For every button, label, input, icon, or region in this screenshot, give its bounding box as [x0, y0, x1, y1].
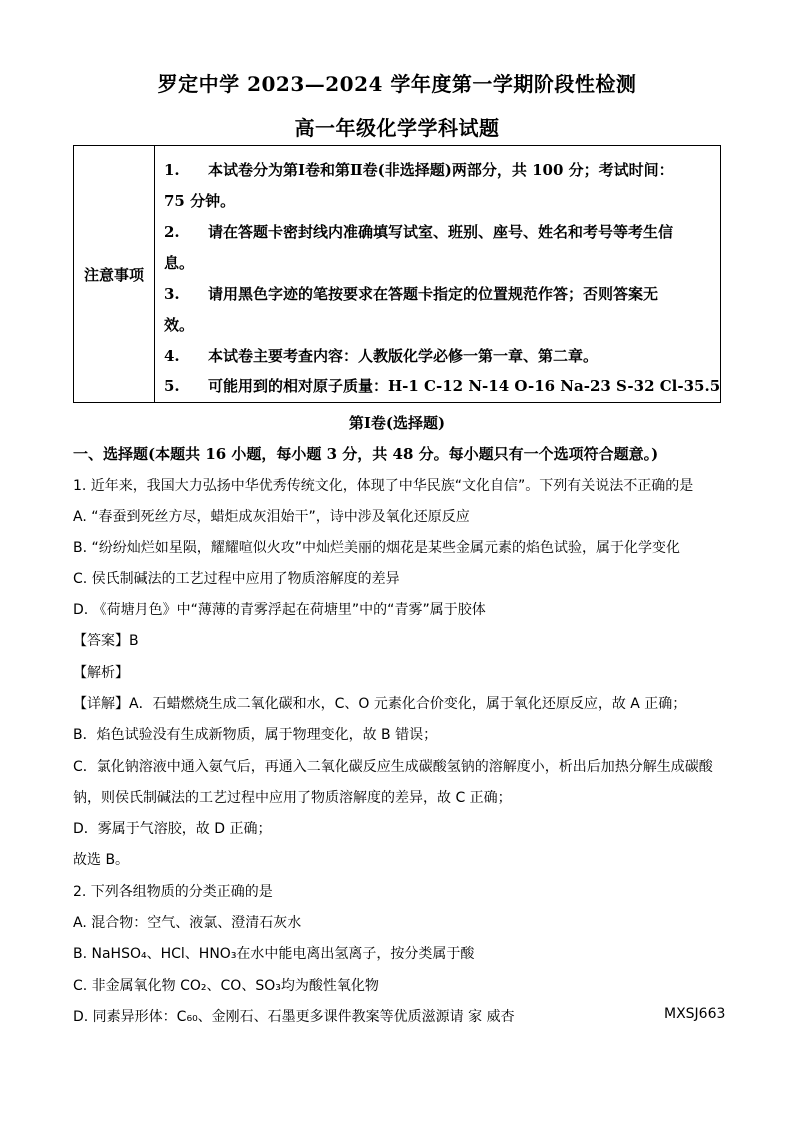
question-1-option-c: C. 侯氏制碱法的工艺过程中应用了物质溶解度的差异 — [73, 571, 400, 587]
question-2-option-c: C. 非金属氧化物 CO₂、CO、SO₃均为酸性氧化物 — [73, 978, 379, 994]
notice-line: 4. 本试卷主要考查内容：人教版化学必修一第一章、第二章。 — [164, 347, 599, 365]
notice-line: 75 分钟。 — [164, 192, 236, 210]
exam-subtitle: 高一年级化学学科试题 — [294, 116, 500, 140]
notice-line: 3. 请用黑色字迹的笔按要求在答题卡指定的位置规范作答；否则答案无 — [164, 285, 659, 303]
question-1-option-a: A. “春蚕到死丝方尽，蜡炬成灰泪始干”，诗中涉及氧化还原反应 — [73, 509, 470, 525]
notice-line: 息。 — [164, 254, 195, 272]
question-1-detail: C．氯化钠溶液中通入氨气后，再通入二氧化碳反应生成碳酸氢钠的溶解度小，析出后加热分解生成碳酸 — [73, 759, 713, 775]
notice-line: 1. 本试卷分为第Ⅰ卷和第Ⅱ卷(非选择题)两部分，共 100 分；考试时间： — [164, 161, 674, 179]
exam-title: 罗定中学 2023—2024 学年度第一学期阶段性检测 — [157, 72, 637, 96]
question-1-analysis-label: 【解析】 — [73, 665, 129, 681]
question-1-option-b: B. “纷纷灿烂如星陨，耀耀喧似火攻”中灿烂美丽的烟花是某些金属元素的焰色试验，属于化学变化 — [73, 540, 681, 556]
notice-line: 2. 请在答题卡密封线内准确填写试室、班别、座号、姓名和考号等考生信 — [164, 223, 674, 241]
question-2-stem: 2. 下列各组物质的分类正确的是 — [73, 884, 273, 900]
notice-label: 注意事项 — [74, 146, 155, 402]
section-instruction: 一、选择题(本题共 16 小题，每小题 3 分，共 48 分。每小题只有一个选项符合题意。) — [73, 445, 659, 463]
section-heading: 第Ⅰ卷(选择题) — [348, 414, 446, 432]
notice-box — [73, 145, 721, 403]
document-code: MXSJ663 — [664, 1006, 726, 1022]
question-1-detail: 钠，则侯氏制碱法的工艺过程中应用了物质溶解度的差异，故 C 正确； — [73, 790, 512, 806]
question-1-detail: D．雾属于气溶胶，故 D 正确； — [73, 821, 272, 837]
question-2-option-a: A. 混合物：空气、液氯、澄清石灰水 — [73, 915, 302, 931]
question-1-option-d: D. 《荷塘月色》中“薄薄的青雾浮起在荷塘里”中的“青雾”属于胶体 — [73, 602, 486, 618]
question-1-detail: B．焰色试验没有生成新物质，属于物理变化，故 B 错误； — [73, 727, 438, 743]
notice-line: 效。 — [164, 316, 195, 334]
notice-line: 5. 可能用到的相对原子质量：H-1 C-12 N-14 O-16 Na-23 S-32 Cl-35.5 — [164, 377, 721, 395]
question-1-stem: 1. 近年来，我国大力弘扬中华优秀传统文化，体现了中华民族“文化自信”。下列有关说法不正确的是 — [73, 478, 694, 494]
question-1-detail: 【详解】A．石蜡燃烧生成二氧化碳和水，C、O 元素化合价变化，属于氧化还原反应，故 A 正确； — [73, 696, 687, 712]
question-1-answer: 【答案】B — [73, 633, 139, 649]
question-2-option-d: D. 同素异形体：C₆₀、金刚石、石墨更多课件教案等优质滋源请 家 威杏 — [73, 1009, 515, 1025]
question-1-conclusion: 故选 B。 — [73, 852, 130, 868]
question-2-option-b: B. NaHSO₄、HCl、HNO₃在水中能电离出氢离子，按分类属于酸 — [73, 946, 475, 962]
